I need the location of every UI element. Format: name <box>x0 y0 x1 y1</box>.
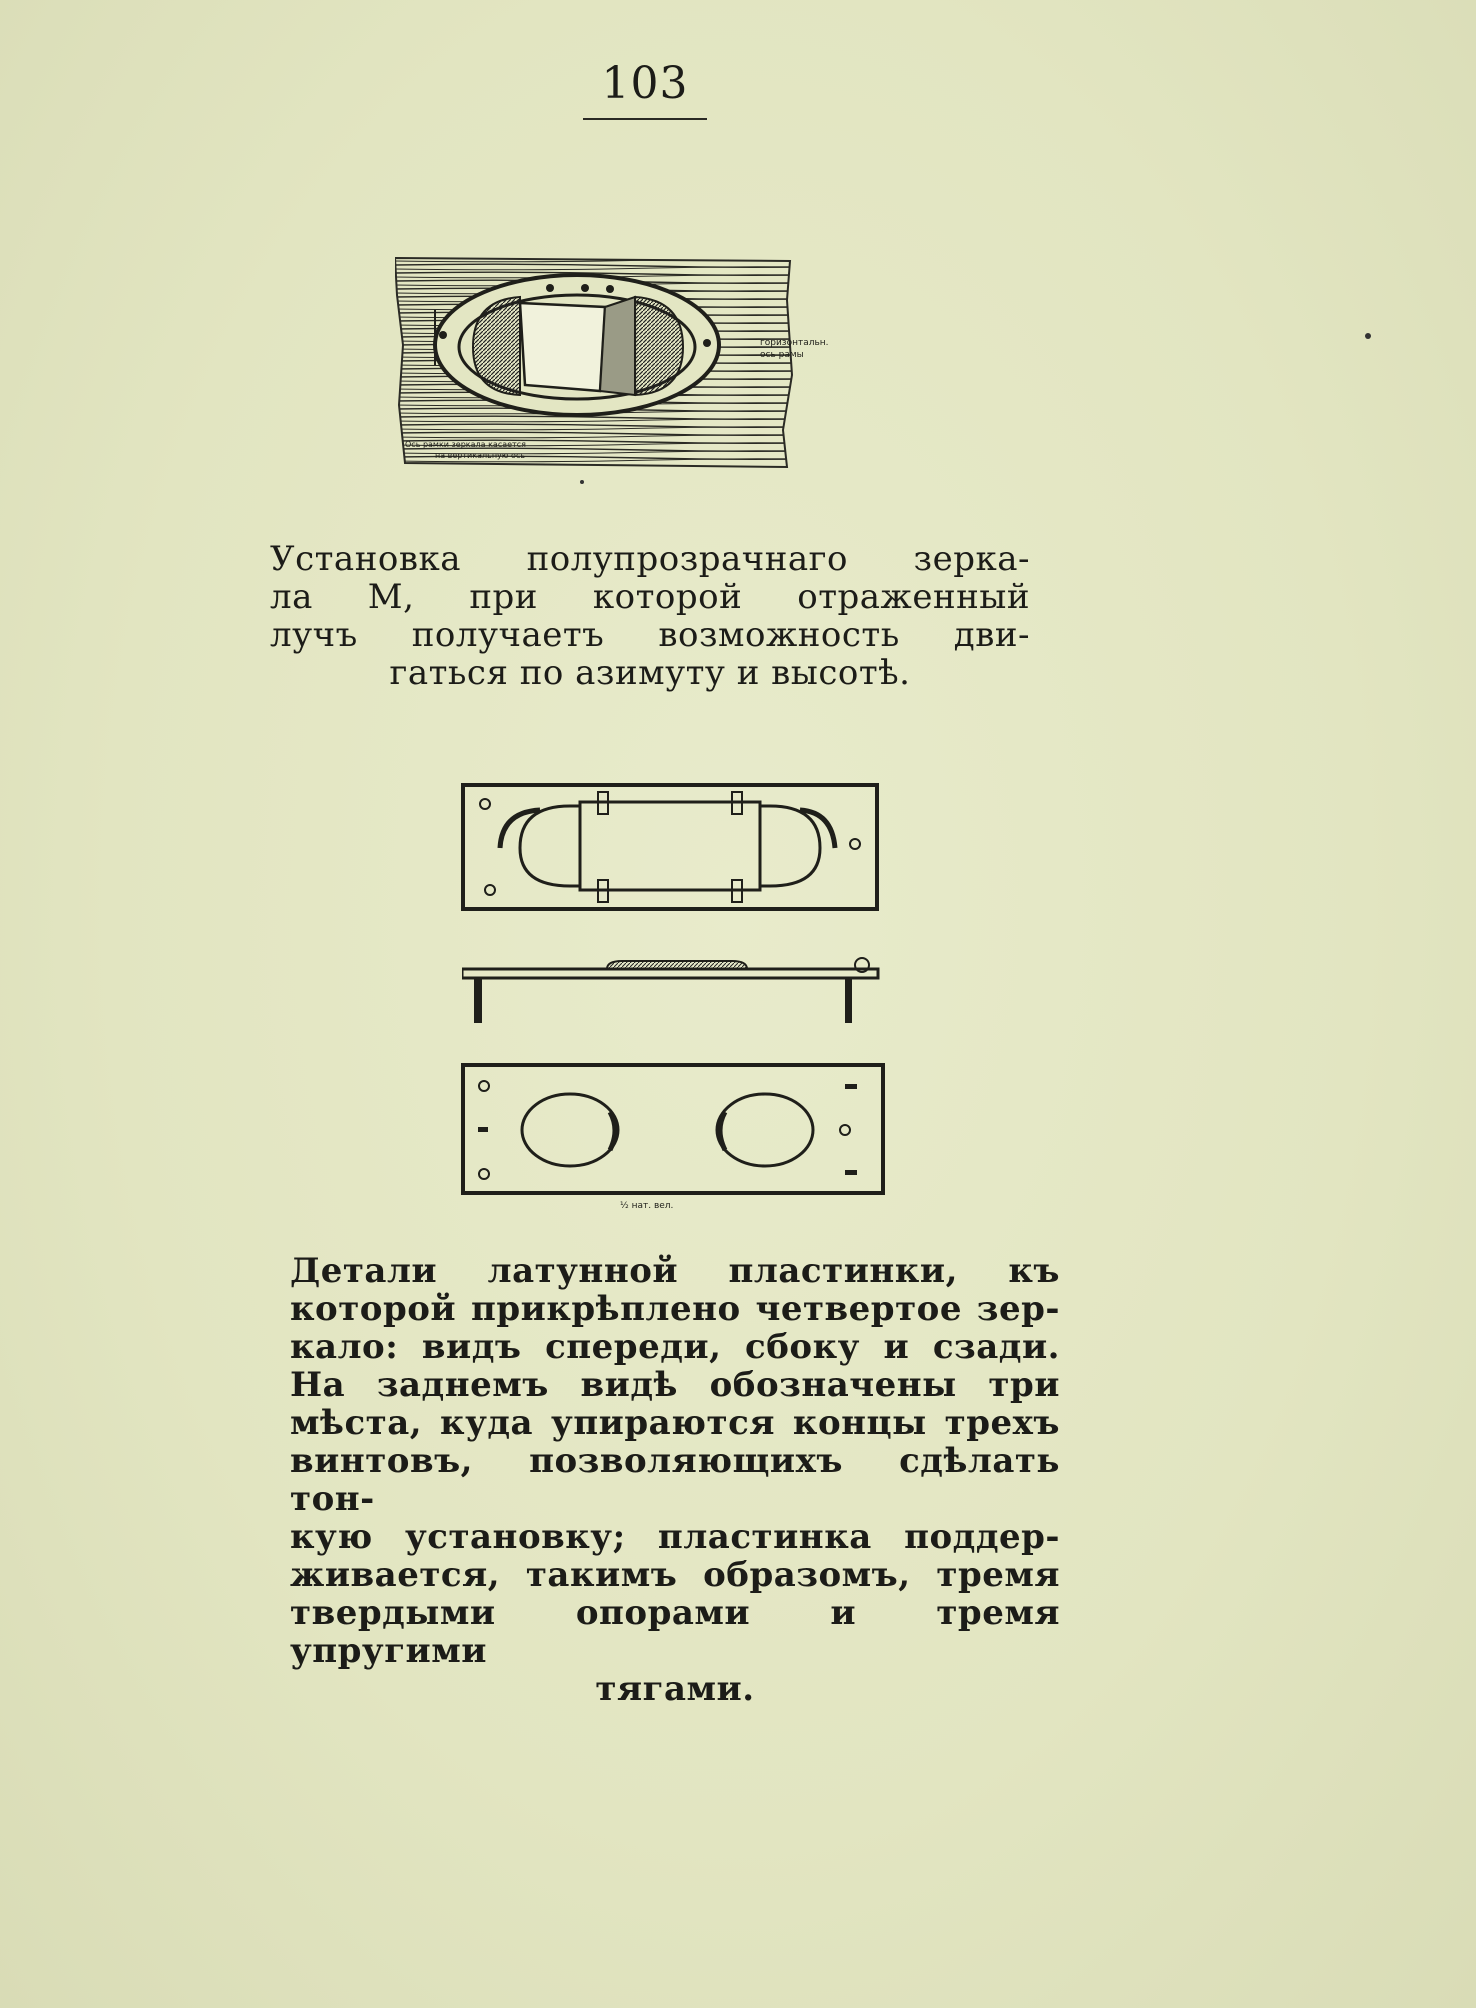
caption-1-line: лучъ получаетъ возможность дви- <box>270 615 1030 655</box>
plate-front-view-illustration <box>460 782 880 912</box>
caption-2-line: Детали латунной пластинки, къ <box>290 1251 1060 1291</box>
caption-2-line: мѣста, куда упираются концы трехъ <box>290 1403 1060 1443</box>
page-number-rule <box>583 118 707 120</box>
figure-1-label-right-2: ось рамы <box>760 350 804 360</box>
plate-back-view-illustration <box>460 1062 888 1212</box>
figure-2-scale-label: ½ нат. вел. <box>620 1201 674 1211</box>
caption-2-line: На заднемъ видѣ обозначены три <box>290 1365 1060 1405</box>
plate-side-view-illustration <box>462 955 882 1030</box>
caption-2-line: винтовъ, позволяющихъ сдѣлать тон- <box>290 1441 1060 1519</box>
caption-mirror-mount <box>270 540 1030 692</box>
caption-2-line: кало: видъ спереди, сбоку и сзади. <box>290 1327 1060 1367</box>
caption-1-line: ла M, при которой отраженный <box>270 577 1030 617</box>
caption-2-line: кую установку; пластинка поддер- <box>290 1517 1060 1557</box>
figure-1-label-bottom-1: Ось рамки зеркала касается <box>405 440 526 449</box>
paper-speck <box>1365 333 1371 339</box>
caption-1-line: Установка полупрозрачнаго зерка- <box>270 539 1030 579</box>
paper-speck <box>580 480 584 484</box>
mirror-mount-illustration <box>395 255 895 475</box>
caption-1-line: гаться по азимуту и высотѣ. <box>389 653 911 693</box>
caption-2-line: живается, такимъ образомъ, тремя <box>290 1555 1060 1595</box>
figure-1-label-right-1: горизонтальн. <box>760 338 829 348</box>
caption-2-line: тягами. <box>595 1669 755 1709</box>
page-number: 103 <box>601 58 689 109</box>
figure-1-label-bottom-2: на вертикальную ось <box>435 451 526 460</box>
caption-2-line: которой прикрѣплено четвертое зер- <box>290 1289 1060 1329</box>
caption-plate-details <box>290 1252 1060 1708</box>
caption-2-line: твердыми опорами и тремя упругими <box>290 1593 1060 1671</box>
